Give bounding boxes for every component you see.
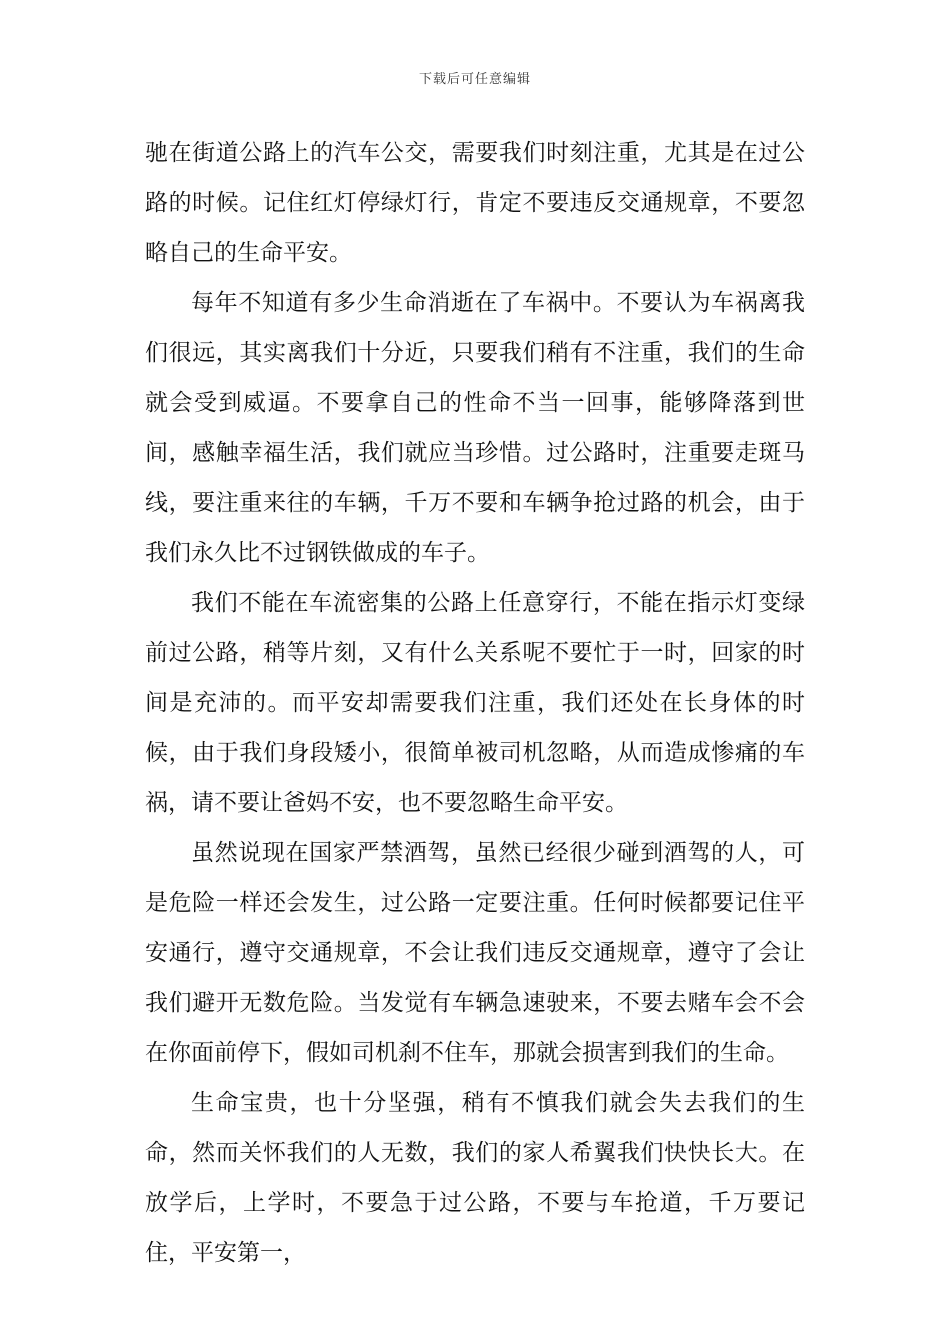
paragraph-3: 我们不能在车流密集的公路上任意穿行，不能在指示灯变绿前过公路，稍等片刻，又有什么关系呢不要忙于一时，回家的时间是充沛的。而平安却需要我们注重，我们还处在长身体的时候，由于我们身段矮小，很简单被司机忽略，从而造成惨痛的车祸，请不要让爸妈不安，也不要忽略生命平安。 [145,590,805,816]
paragraph-4: 虽然说现在国家严禁酒驾，虽然已经很少碰到酒驾的人，可是危险一样还会发生，过公路一定要注重。任何时候都要记住平安通行，遵守交通规章，不会让我们违反交通规章，遵守了会让我们避开无数危险。当发觉有车辆急速驶来，不要去赌车会不会在你面前停下，假如司机刹不住车，那就会损害到我们的生命。 [145,840,805,1066]
document-body [145,128,805,1278]
paragraph-5: 生命宝贵，也十分坚强，稍有不慎我们就会失去我们的生命，然而关怀我们的人无数，我们的家人希翼我们快快长大。在放学后，上学时，不要急于过公路，不要与车抢道，千万要记住，平安第一， [145,1090,805,1266]
paragraph-2: 每年不知道有多少生命消逝在了车祸中。不要认为车祸离我们很远，其实离我们十分近，只要我们稍有不注重，我们的生命就会受到威逼。不要拿自己的性命不当一回事，能够降落到世间，感触幸福生活，我们就应当珍惜。过公路时，注重要走斑马线，要注重来往的车辆，千万不要和车辆争抢过路的机会，由于我们永久比不过钢铁做成的车子。 [145,290,805,566]
page-header: 下载后可任意编辑 [418,72,531,87]
paragraph-1: 驰在街道公路上的汽车公交，需要我们时刻注重，尤其是在过公路的时候。记住红灯停绿灯行，肯定不要违反交通规章，不要忽略自己的生命平安。 [145,140,805,266]
